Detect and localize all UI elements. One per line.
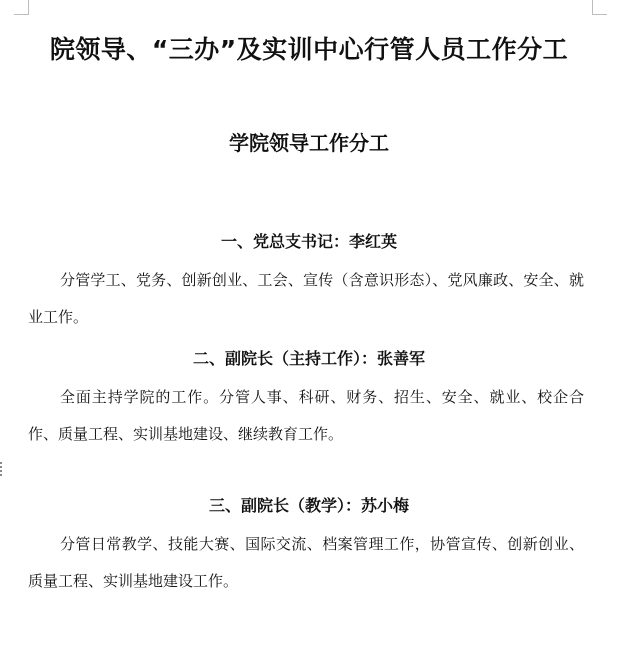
section-body-party-secretary: 分管学工、党务、创新创业、工会、宣传（含意识形态）、党风廉政、安全、就业工作。	[28, 271, 584, 326]
section-heading-party-secretary: 一、党总支书记：李红英	[220, 232, 397, 251]
section-heading-vice-president-executive: 二、副院长（主持工作）：张善军	[192, 349, 425, 368]
section-body-vice-president-teaching: 分管日常教学、技能大赛、国际交流、档案管理工作，协管宣传、创新创业、质量工程、实训基地建设工作。	[28, 535, 584, 590]
section-body-vice-president-executive: 全面主持学院的工作。分管人事、科研、财务、招生、安全、就业、校企合作、质量工程、实训基地建设、继续教育工作。	[28, 388, 584, 443]
crop-mark-top-right	[592, 0, 607, 15]
crop-mark-top-left	[14, 0, 29, 15]
document-title: 院领导、“三办”及实训中心行管人员工作分工	[49, 35, 569, 64]
section-heading-vice-president-teaching: 三、副院长（教学）：苏小梅	[208, 496, 409, 515]
margin-marker	[0, 462, 5, 476]
document-subtitle: 学院领导工作分工	[229, 131, 389, 155]
